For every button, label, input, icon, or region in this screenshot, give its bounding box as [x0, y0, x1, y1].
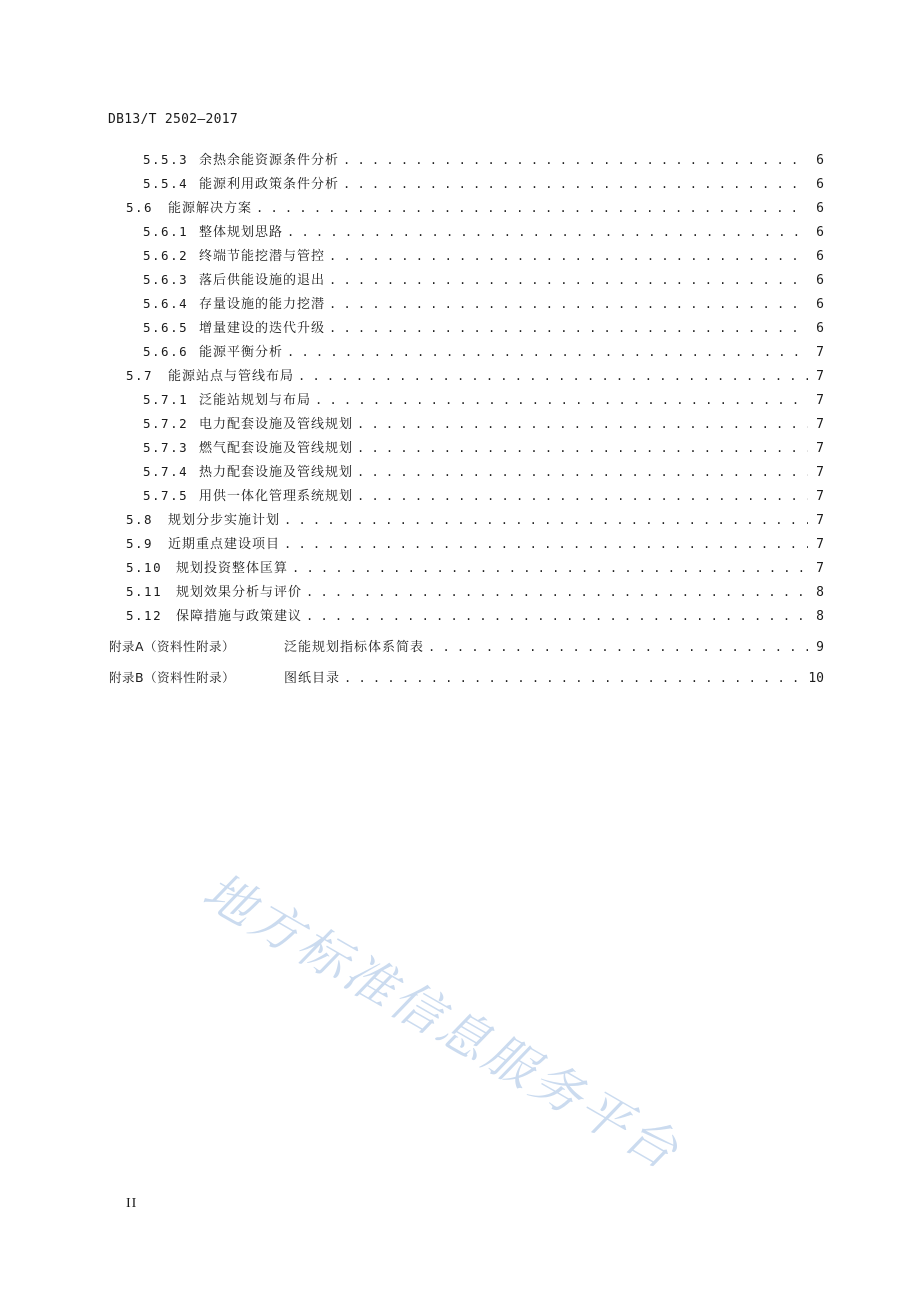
- toc-dot-leader: [357, 462, 808, 482]
- toc-entry-title: 规划投资整体匡算: [176, 561, 289, 576]
- toc-dot-leader: [287, 222, 808, 242]
- toc-entry-page: 7: [816, 369, 824, 384]
- toc-entry-page: 10: [808, 671, 824, 686]
- toc-entry-title: 能源解决方案: [168, 201, 253, 216]
- toc-entry[interactable]: [0, 150, 920, 170]
- toc-dot-leader: [344, 668, 802, 688]
- toc-entry[interactable]: [0, 174, 920, 194]
- toc-dot-leader: [306, 606, 808, 626]
- toc-entry[interactable]: [0, 534, 920, 554]
- toc-entry[interactable]: [0, 606, 920, 626]
- toc-entry[interactable]: [0, 390, 920, 410]
- toc-entry-title: 保障措施与政策建议: [176, 609, 303, 624]
- toc-entry[interactable]: [0, 486, 920, 506]
- toc-entry[interactable]: [0, 294, 920, 314]
- document-code: DB13/T 2502—2017: [108, 112, 239, 127]
- page-number: II: [126, 1196, 138, 1211]
- toc-entry-number: 5.6.1: [143, 224, 189, 239]
- toc-entry-number: 5.7.5: [143, 488, 189, 503]
- toc-entry-number: 5.8: [126, 512, 154, 527]
- toc-entry-number: 5.7.1: [143, 392, 189, 407]
- toc-entry-page: 6: [816, 273, 824, 288]
- toc-entry-number: 5.7: [126, 368, 154, 383]
- toc-entry[interactable]: [0, 222, 920, 242]
- toc-entry-title: 近期重点建设项目: [168, 537, 281, 552]
- toc-entry[interactable]: [0, 438, 920, 458]
- toc-entry-page: 6: [816, 297, 824, 312]
- toc-entry-page: 9: [816, 640, 824, 655]
- toc-entry-page: 8: [816, 609, 824, 624]
- toc-dot-leader: [343, 174, 808, 194]
- toc-entry-number: 5.11: [126, 584, 163, 599]
- toc-entry-page: 7: [816, 537, 824, 552]
- toc-dot-leader: [329, 294, 808, 314]
- toc-entry-number: 5.6.5: [143, 320, 189, 335]
- toc-entry-page: 7: [816, 489, 824, 504]
- toc-entry[interactable]: [0, 246, 920, 266]
- toc-entry-title: 整体规划思路: [199, 225, 284, 240]
- toc-entry-title: 能源利用政策条件分析: [199, 177, 340, 192]
- toc-entry-title: 电力配套设施及管线规划: [199, 417, 354, 432]
- toc-dot-leader: [306, 582, 808, 602]
- toc-entry-number: 5.9: [126, 536, 154, 551]
- toc-entry-number: 5.7.2: [143, 416, 189, 431]
- toc-entry-page: 7: [816, 561, 824, 576]
- toc-entry-number: 5.6.2: [143, 248, 189, 263]
- toc-entry-page: 6: [816, 321, 824, 336]
- toc-entry-title: 热力配套设施及管线规划: [199, 465, 354, 480]
- toc-entry-number: 附录B（资料性附录）: [109, 670, 236, 685]
- toc-dot-leader: [284, 534, 808, 554]
- toc-entry[interactable]: [0, 318, 920, 338]
- toc-entry-page: 7: [816, 465, 824, 480]
- toc-entry-title: 用供一体化管理系统规划: [199, 489, 354, 504]
- toc-dot-leader: [329, 246, 808, 266]
- toc-entry-number: 5.5.3: [143, 152, 189, 167]
- toc-dot-leader: [329, 270, 808, 290]
- toc-entry[interactable]: [0, 414, 920, 434]
- toc-dot-leader: [428, 637, 808, 657]
- toc-dot-leader: [357, 486, 808, 506]
- toc-entry-title: 增量建设的迭代升级: [199, 321, 326, 336]
- toc-entry-appendix[interactable]: [0, 637, 920, 657]
- toc-entry[interactable]: [0, 510, 920, 530]
- toc-entry-number: 5.7.4: [143, 464, 189, 479]
- toc-dot-leader: [343, 150, 808, 170]
- toc-entry-number: 5.6.3: [143, 272, 189, 287]
- toc-entry-title: 能源平衡分析: [199, 345, 284, 360]
- toc-entry-page: 8: [816, 585, 824, 600]
- toc-entry-number: 5.6.4: [143, 296, 189, 311]
- toc-entry-title: 图纸目录: [284, 671, 341, 686]
- toc-entry-number: 附录A（资料性附录）: [109, 639, 236, 654]
- toc-dot-leader: [357, 438, 808, 458]
- toc-entry[interactable]: [0, 366, 920, 386]
- toc-dot-leader: [284, 510, 808, 530]
- toc-entry[interactable]: [0, 342, 920, 362]
- toc-dot-leader: [256, 198, 808, 218]
- toc-entry[interactable]: [0, 270, 920, 290]
- toc-entry-title: 燃气配套设施及管线规划: [199, 441, 354, 456]
- toc-entry-title: 泛能规划指标体系简表: [284, 640, 425, 655]
- toc-dot-leader: [292, 558, 808, 578]
- toc-entry-number: 5.10: [126, 560, 163, 575]
- toc-entry-title: 能源站点与管线布局: [168, 369, 295, 384]
- toc-entry-title: 泛能站规划与布局: [199, 393, 312, 408]
- toc-entry-title: 终端节能挖潜与管控: [199, 249, 326, 264]
- watermark: 地方标准信息服务平台: [193, 861, 691, 1182]
- toc-entry-title: 规划分步实施计划: [168, 513, 281, 528]
- toc-entry-title: 余热余能资源条件分析: [199, 153, 340, 168]
- toc-entry[interactable]: [0, 558, 920, 578]
- toc-entry-title: 规划效果分析与评价: [176, 585, 303, 600]
- toc-entry-title: 落后供能设施的退出: [199, 273, 326, 288]
- toc-dot-leader: [298, 366, 808, 386]
- toc-entry-page: 6: [816, 201, 824, 216]
- toc-entry-number: 5.12: [126, 608, 163, 623]
- toc-entry-page: 7: [816, 513, 824, 528]
- toc-dot-leader: [357, 414, 808, 434]
- toc-entry-page: 7: [816, 417, 824, 432]
- toc-entry-number: 5.7.3: [143, 440, 189, 455]
- toc-dot-leader: [287, 342, 808, 362]
- toc-entry-page: 7: [816, 441, 824, 456]
- toc-entry-page: 6: [816, 249, 824, 264]
- toc-entry-number: 5.5.4: [143, 176, 189, 191]
- toc-entry[interactable]: [0, 198, 920, 218]
- toc-entry-appendix[interactable]: [0, 668, 920, 688]
- toc-entry-page: 6: [816, 153, 824, 168]
- toc-entry[interactable]: [0, 582, 920, 602]
- toc-entry-title: 存量设施的能力挖潜: [199, 297, 326, 312]
- toc-entry-page: 7: [816, 345, 824, 360]
- toc-entry-page: 6: [816, 177, 824, 192]
- toc-dot-leader: [315, 390, 808, 410]
- toc-entry-number: 5.6.6: [143, 344, 189, 359]
- toc-entry[interactable]: [0, 462, 920, 482]
- toc-entry-page: 6: [816, 225, 824, 240]
- toc-entry-page: 7: [816, 393, 824, 408]
- toc-dot-leader: [329, 318, 808, 338]
- toc-entry-number: 5.6: [126, 200, 154, 215]
